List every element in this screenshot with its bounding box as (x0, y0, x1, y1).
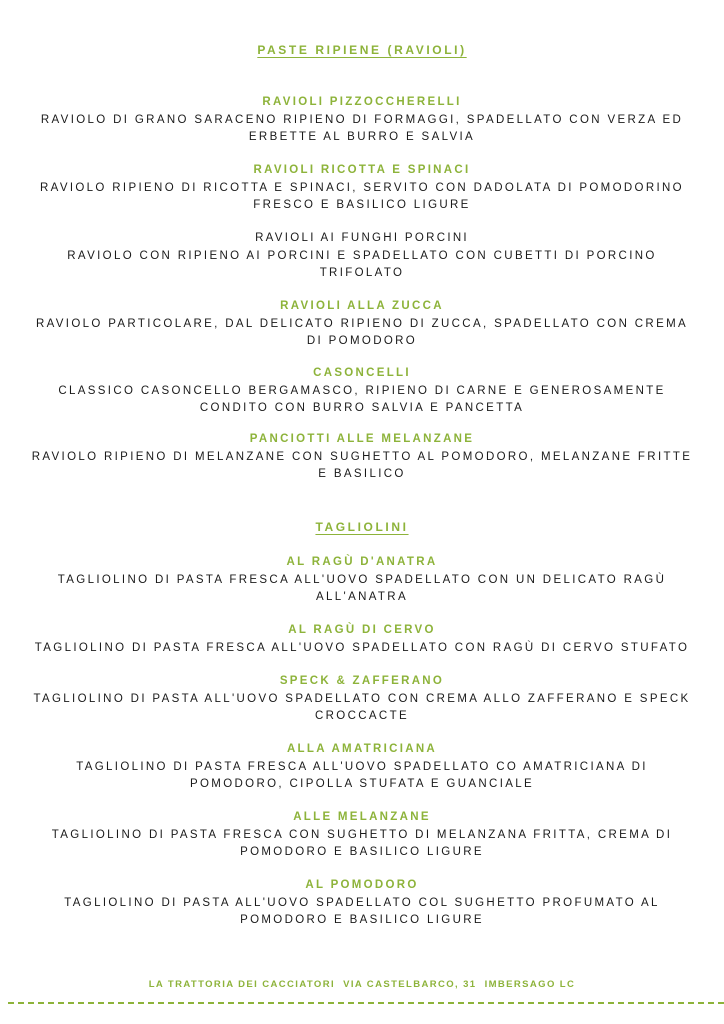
dish-description: RAVIOLO RIPIENO DI RICOTTA E SPINACI, SERVITO CON DADOLATA DI POMODORINO FRESCO E BASILICO LIGURE (40, 182, 684, 211)
dish-description: RAVIOLO PARTICOLARE, DAL DELICATO RIPIENO DI ZUCCA, SPADELLATO CON CREMA DI POMODORO (35, 318, 689, 347)
dish-panciotti-melanzane (0, 432, 724, 483)
dish-ravioli-ricotta-spinaci (0, 163, 724, 214)
dish-name: ALLA AMATRICIANA (286, 743, 438, 755)
dish-ravioli-zucca (0, 299, 724, 350)
dish-description: TAGLIOLINO DI PASTA ALL'UOVO SPADELLATO COL SUGHETTO PROFUMATO AL POMODORO E BASILICO LIGURE (64, 897, 660, 926)
section-title-paste-ripiene: PASTE RIPIENE (RAVIOLI) (257, 43, 467, 57)
dish-ravioli-funghi-porcini (0, 231, 724, 282)
dish-name: RAVIOLI RICOTTA E SPINACI (253, 164, 471, 176)
footer-address: LA TRATTORIA DEI CACCIATORI VIA CASTELBARCO, 31 IMBERSAGO LC (148, 979, 576, 990)
dish-name: AL POMODORO (305, 879, 419, 891)
dish-description: RAVIOLO DI GRANO SARACENO RIPIENO DI FORMAGGI, SPADELLATO CON VERZA ED ERBETTE AL BURRO E SALVIA (40, 114, 684, 143)
dish-name: RAVIOLI PIZZOCCHERELLI (262, 96, 462, 108)
dish-description: TAGLIOLINO DI PASTA FRESCA ALL'UOVO SPADELLATO CON UN DELICATO RAGÙ ALL'ANATRA (57, 574, 667, 603)
dish-description: CLASSICO CASONCELLO BERGAMASCO, RIPIENO DI CARNE E GENEROSAMENTE CONDITO CON BURRO SALVIA E PANCETTA (58, 385, 666, 414)
section-title-tagliolini: TAGLIOLINI (315, 520, 409, 534)
dish-name: PANCIOTTI ALLE MELANZANE (249, 433, 475, 445)
dish-description: TAGLIOLINO DI PASTA FRESCA ALL'UOVO SPADELLATO CO AMATRICIANA DI POMODORO, CIPOLLA STUFATA E GUANCIALE (76, 761, 648, 790)
dish-description: TAGLIOLINO DI PASTA FRESCA CON SUGHETTO DI MELANZANA FRITTA, CREMA DI POMODORO E BASILICO LIGURE (51, 829, 673, 858)
dish-name: SPECK & ZAFFERANO (279, 675, 445, 687)
dish-description: TAGLIOLINO DI PASTA FRESCA ALL'UOVO SPADELLATO CON RAGÙ DI CERVO STUFATO (34, 642, 690, 654)
dish-ragu-cervo (0, 623, 724, 657)
dish-description: RAVIOLO RIPIENO DI MELANZANE CON SUGHETTO AL POMODORO, MELANZANE FRITTE E BASILICO (31, 451, 693, 480)
dish-description: TAGLIOLINO DI PASTA ALL'UOVO SPADELLATO CON CREMA ALLO ZAFFERANO E SPECK CROCCACTE (33, 693, 691, 722)
dish-melanzane (0, 810, 724, 861)
dish-name: ALLE MELANZANE (293, 811, 431, 823)
dish-speck-zafferano (0, 674, 724, 725)
dish-ravioli-pizzoccherelli (0, 95, 724, 146)
dish-amatriciana (0, 742, 724, 793)
dish-name: AL RAGÙ DI CERVO (288, 624, 436, 636)
dish-name: RAVIOLI ALLA ZUCCA (280, 300, 444, 312)
footer-dashed-divider (8, 1002, 724, 1004)
dish-name: AL RAGÙ D'ANATRA (286, 556, 438, 568)
dish-ragu-anatra (0, 555, 724, 606)
dish-casoncelli (0, 366, 724, 417)
dish-name: CASONCELLI (313, 367, 411, 379)
dish-name: RAVIOLI AI FUNGHI PORCINI (255, 232, 469, 244)
dish-description: RAVIOLO CON RIPIENO AI PORCINI E SPADELLATO CON CUBETTI DI PORCINO TRIFOLATO (67, 250, 657, 279)
dish-pomodoro (0, 878, 724, 929)
